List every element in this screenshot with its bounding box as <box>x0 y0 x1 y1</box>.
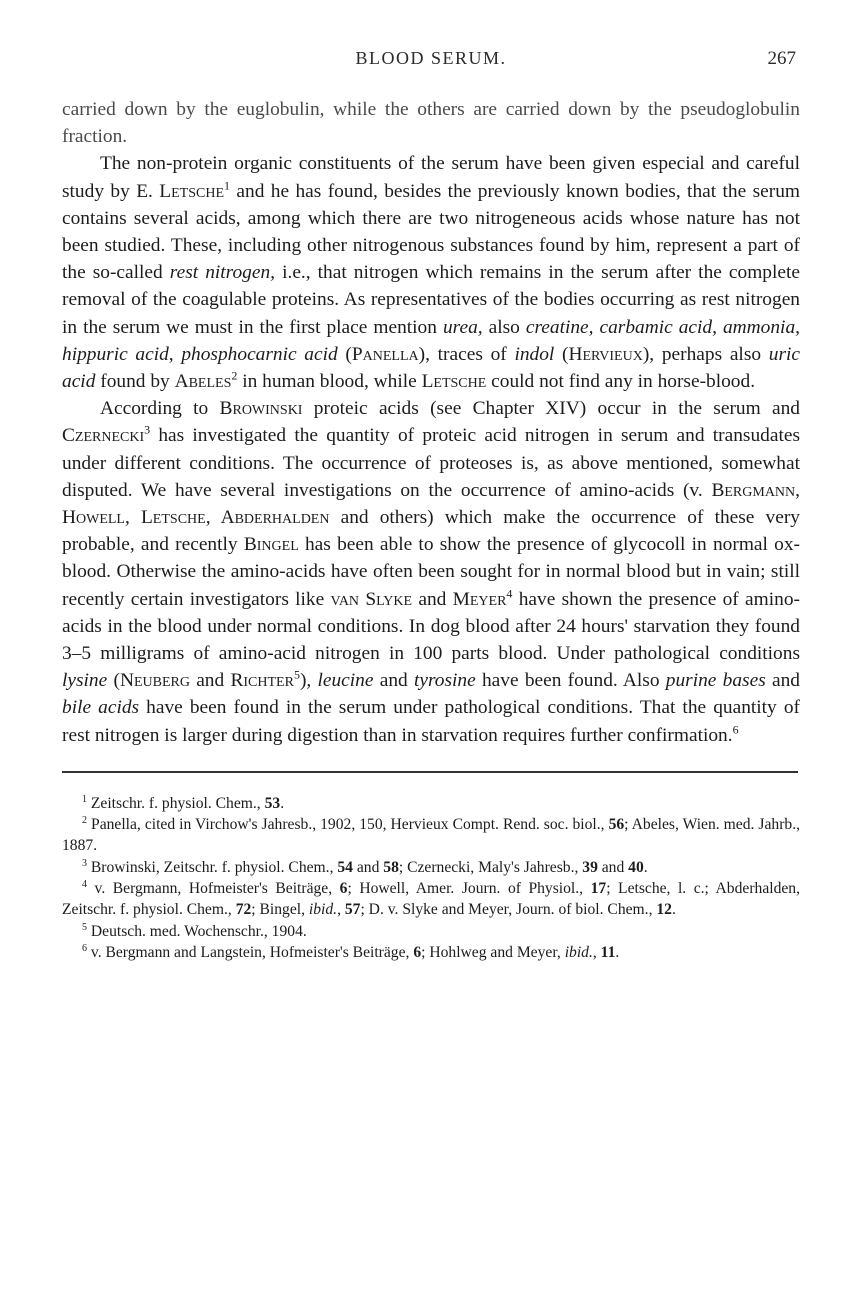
author-name: van Slyke <box>330 588 413 610</box>
author-name: Czernecki <box>62 425 145 447</box>
author-name: Letsche <box>421 371 487 393</box>
footnote-ref: 3 <box>144 422 151 437</box>
term: urea, <box>442 316 483 338</box>
term: uric acid <box>62 343 801 393</box>
author-name: Hervieux <box>568 343 643 365</box>
footnote-ref: 4 <box>506 586 513 601</box>
footnote-5: $^5$ Deutsch. med. Wochenschr., 1904. <box>82 921 307 940</box>
author-name: Browinski <box>219 398 303 420</box>
page-header <box>62 48 800 76</box>
term: indol <box>514 343 555 365</box>
author-name: Abeles <box>174 371 232 393</box>
author-names: Bergmann, Howell, Letsche, Abderhalden <box>62 479 800 529</box>
author-name: Neuberg <box>119 670 190 692</box>
author-name: Meyer <box>452 588 507 610</box>
footnote-ref: 1 <box>224 178 231 193</box>
footnote-1: $^1$ Zeitschr. f. physiol. Chem., 53. <box>82 793 285 812</box>
main-text <box>62 96 800 749</box>
footnote-divider <box>62 771 798 773</box>
book-page <box>62 48 800 963</box>
footnotes <box>62 793 800 963</box>
footnote-6: $^6$ v. Bergmann and Langstein, Hofmeister's Beiträge, 6; Hohlweg and Meyer, ibid., 11. <box>82 942 620 961</box>
term: bile acids <box>62 697 140 719</box>
term: leucine <box>317 670 374 692</box>
term: purine bases <box>665 670 766 692</box>
author-name: Panella <box>351 343 419 365</box>
paragraph-continuation: carried down by the euglobulin, while the others are carried down by the pseudoglobulin fraction. <box>62 99 800 148</box>
footnote-ref: 6 <box>732 722 739 737</box>
footnote-4: $^4$ v. Bergmann, Hofmeister's Beiträge, 6; Howell, Amer. Journ. of Physiol., 17; Letsche, l. c.; Abderhalden, Zeitschr. f. physiol. Chem., 72; Bingel, ibid., 57; D. v. Slyke and Meyer, Journ. of biol. Chem., 12. <box>62 878 800 919</box>
running-title: BLOOD SERUM. <box>355 48 507 68</box>
author-name: Bingel <box>243 534 299 556</box>
paragraph-amino-acids: According to Browinski proteic acids (see Chapter XIV) occur in the serum and Czernecki$^3$ has investigated the quantity of proteic acid nitrogen in serum and transudates under different conditions. The occurrence of proteoses is, as above mentioned, somewhat disputed. We have several investigations on the occurrence of amino-acids (v. Bergmann, Howell, Letsche, Abderhalden and others) which make the occurrence of these very probable, and recently Bingel has been able to show the presence of glycocoll in normal ox-blood. Otherwise the amino-acids have often been sought for in normal blood but in vain; still recently certain investigators like van Slyke and Meyer$^4$ have shown the presence of amino-acids in the blood under normal conditions. In dog blood after 24 hours' starvation they found 3–5 milligrams of amino-acid nitrogen in 100 parts blood. Under pathological conditions lysine (Neuberg and Richter$^5$), leucine and tyrosine have been found. Also purine bases and bile acids have been found in the serum under pathological conditions. That the quantity of rest nitrogen is larger during digestion than in starvation requires further confirmation.$^6$ <box>62 398 800 746</box>
footnote-ref: 5 <box>293 667 300 682</box>
term: tyrosine <box>413 670 476 692</box>
footnote-ref: 2 <box>231 368 238 383</box>
author-name: Richter <box>230 670 294 692</box>
paragraph-rest-nitrogen: The non-protein organic constituents of the serum have been given especial and careful study by E. Letsche$^1$ and he has found, besides the previously known bodies, that the serum contains several acids, among which there are two nitrogeneous acids whose nature has not been studied. These, including other nitrogenous substances found by him, represent a part of the so-called rest nitrogen, i.e., that nitrogen which remains in the serum after the complete removal of the coagulable proteins. As representatives of the bodies occurring as rest nitrogen in the serum we must in the first place mention urea, also creatine, carbamic acid, ammonia, hippuric acid, phosphocarnic acid (Panella), traces of indol (Hervieux), perhaps also uric acid found by Abeles$^2$ in human blood, while Letsche could not find any in horse-blood. <box>62 153 801 393</box>
term: rest nitrogen, <box>169 262 276 284</box>
author-name: Letsche <box>159 180 225 202</box>
page-number: 267 <box>767 48 796 69</box>
footnote-3: $^3$ Browinski, Zeitschr. f. physiol. Chem., 54 and 58; Czernecki, Maly's Jahresb., 39 and 40. <box>82 857 648 876</box>
term: creatine, carbamic acid, ammonia, hippuric acid, phosphocarnic acid <box>62 316 800 365</box>
term: lysine <box>62 670 108 692</box>
footnote-2: $^2$ Panella, cited in Virchow's Jahresb., 1902, 150, Hervieux Compt. Rend. soc. biol., 56; Abeles, Wien. med. Jahrb., 1887. <box>62 814 800 855</box>
